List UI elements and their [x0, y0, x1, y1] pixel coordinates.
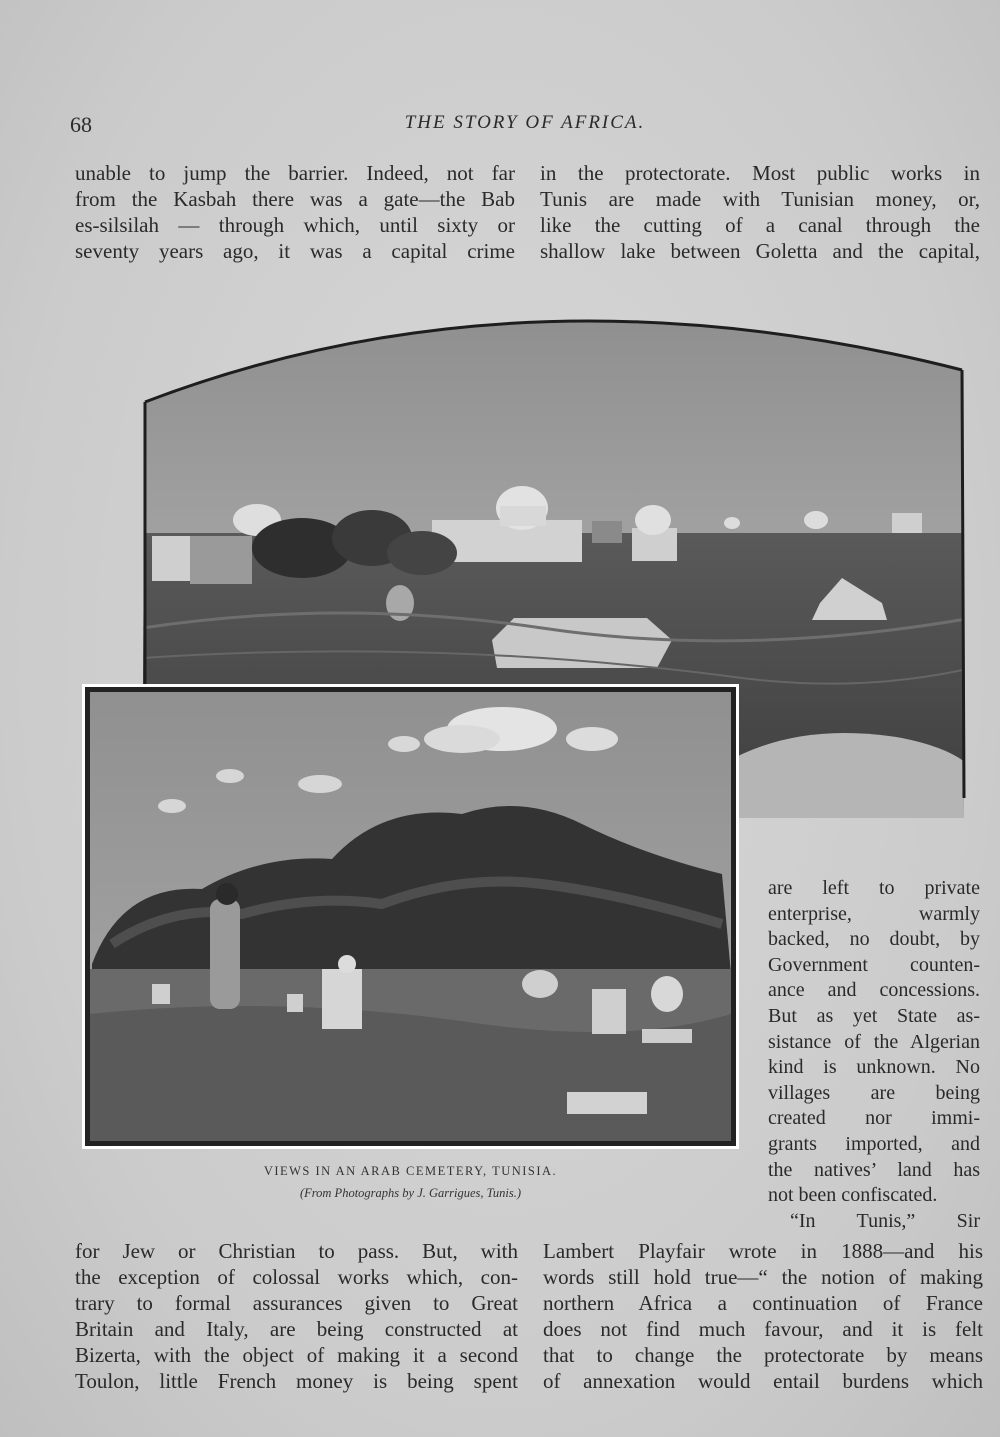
text-line: “In Tunis,” Sir — [790, 1209, 980, 1232]
text-line: the natives’ land has — [768, 1158, 980, 1181]
text-line: not been confiscated. — [768, 1184, 938, 1207]
text-line: from the Kasbah there was a gate—the Bab — [75, 187, 515, 211]
text-line: Bizerta, with the object of making it a second — [75, 1343, 518, 1367]
column-top-right — [540, 160, 980, 264]
text-line: does not find much favour, and it is felt — [543, 1317, 983, 1341]
page-number: 68 — [70, 112, 92, 137]
text-line: like the cutting of a canal through the — [540, 213, 980, 237]
text-line: words still hold true—“ the notion of making — [543, 1265, 983, 1289]
text-line: Britain and Italy, are being constructed at — [75, 1317, 518, 1341]
text-line: trary to formal assurances given to Great — [75, 1291, 518, 1315]
cactus-cemetery-illustration — [82, 684, 739, 1149]
text-line: the exception of colossal works which, con- — [75, 1265, 518, 1289]
page-header — [70, 112, 980, 142]
text-line: are left to private — [768, 877, 980, 899]
text-line: seventy years ago, it was a capital crime — [75, 239, 515, 263]
text-line: But as yet State as- — [768, 1004, 980, 1027]
text-line: ance and concessions. — [768, 979, 980, 1002]
text-line: shallow lake between Goletta and the capital, — [540, 239, 980, 263]
text-line: of annexation would entail burdens which — [543, 1369, 983, 1393]
text-line: created nor immi- — [768, 1107, 980, 1130]
text-line: northern Africa a continuation of France — [543, 1291, 983, 1315]
text-line: for Jew or Christian to pass. But, with — [75, 1239, 518, 1263]
column-wrap-right — [768, 876, 980, 1234]
text-line: enterprise, warmly — [768, 902, 980, 925]
text-line: sistance of the Algerian — [768, 1030, 980, 1053]
illustration-caption-credit: (From Photographs by J. Garrigues, Tunis.) — [299, 1186, 522, 1200]
running-title: THE STORY OF AFRICA. — [404, 112, 646, 133]
text-line: Tunis are made with Tunisian money, or, — [540, 187, 980, 211]
column-bottom-left — [75, 1238, 518, 1394]
text-line: villages are being — [768, 1081, 980, 1104]
text-line: Toulon, little French money is being spent — [75, 1369, 518, 1393]
column-bottom-right — [543, 1238, 983, 1394]
illustration-caption-title: VIEWS IN AN ARAB CEMETERY, TUNISIA. — [263, 1164, 558, 1178]
text-line: in the protectorate. Most public works in — [540, 161, 980, 185]
column-top-left — [75, 160, 515, 264]
text-line: Government counten- — [768, 953, 980, 976]
text-line: grants imported, and — [768, 1132, 980, 1155]
text-line: unable to jump the barrier. Indeed, not far — [75, 161, 515, 185]
text-line: es-silsilah — through which, until sixty or — [75, 213, 515, 237]
text-line: Lambert Playfair wrote in 1888—and his — [543, 1239, 983, 1263]
text-line: that to change the protectorate by means — [543, 1343, 983, 1367]
text-line: backed, no doubt, by — [768, 928, 980, 951]
text-line: kind is unknown. No — [768, 1056, 980, 1079]
